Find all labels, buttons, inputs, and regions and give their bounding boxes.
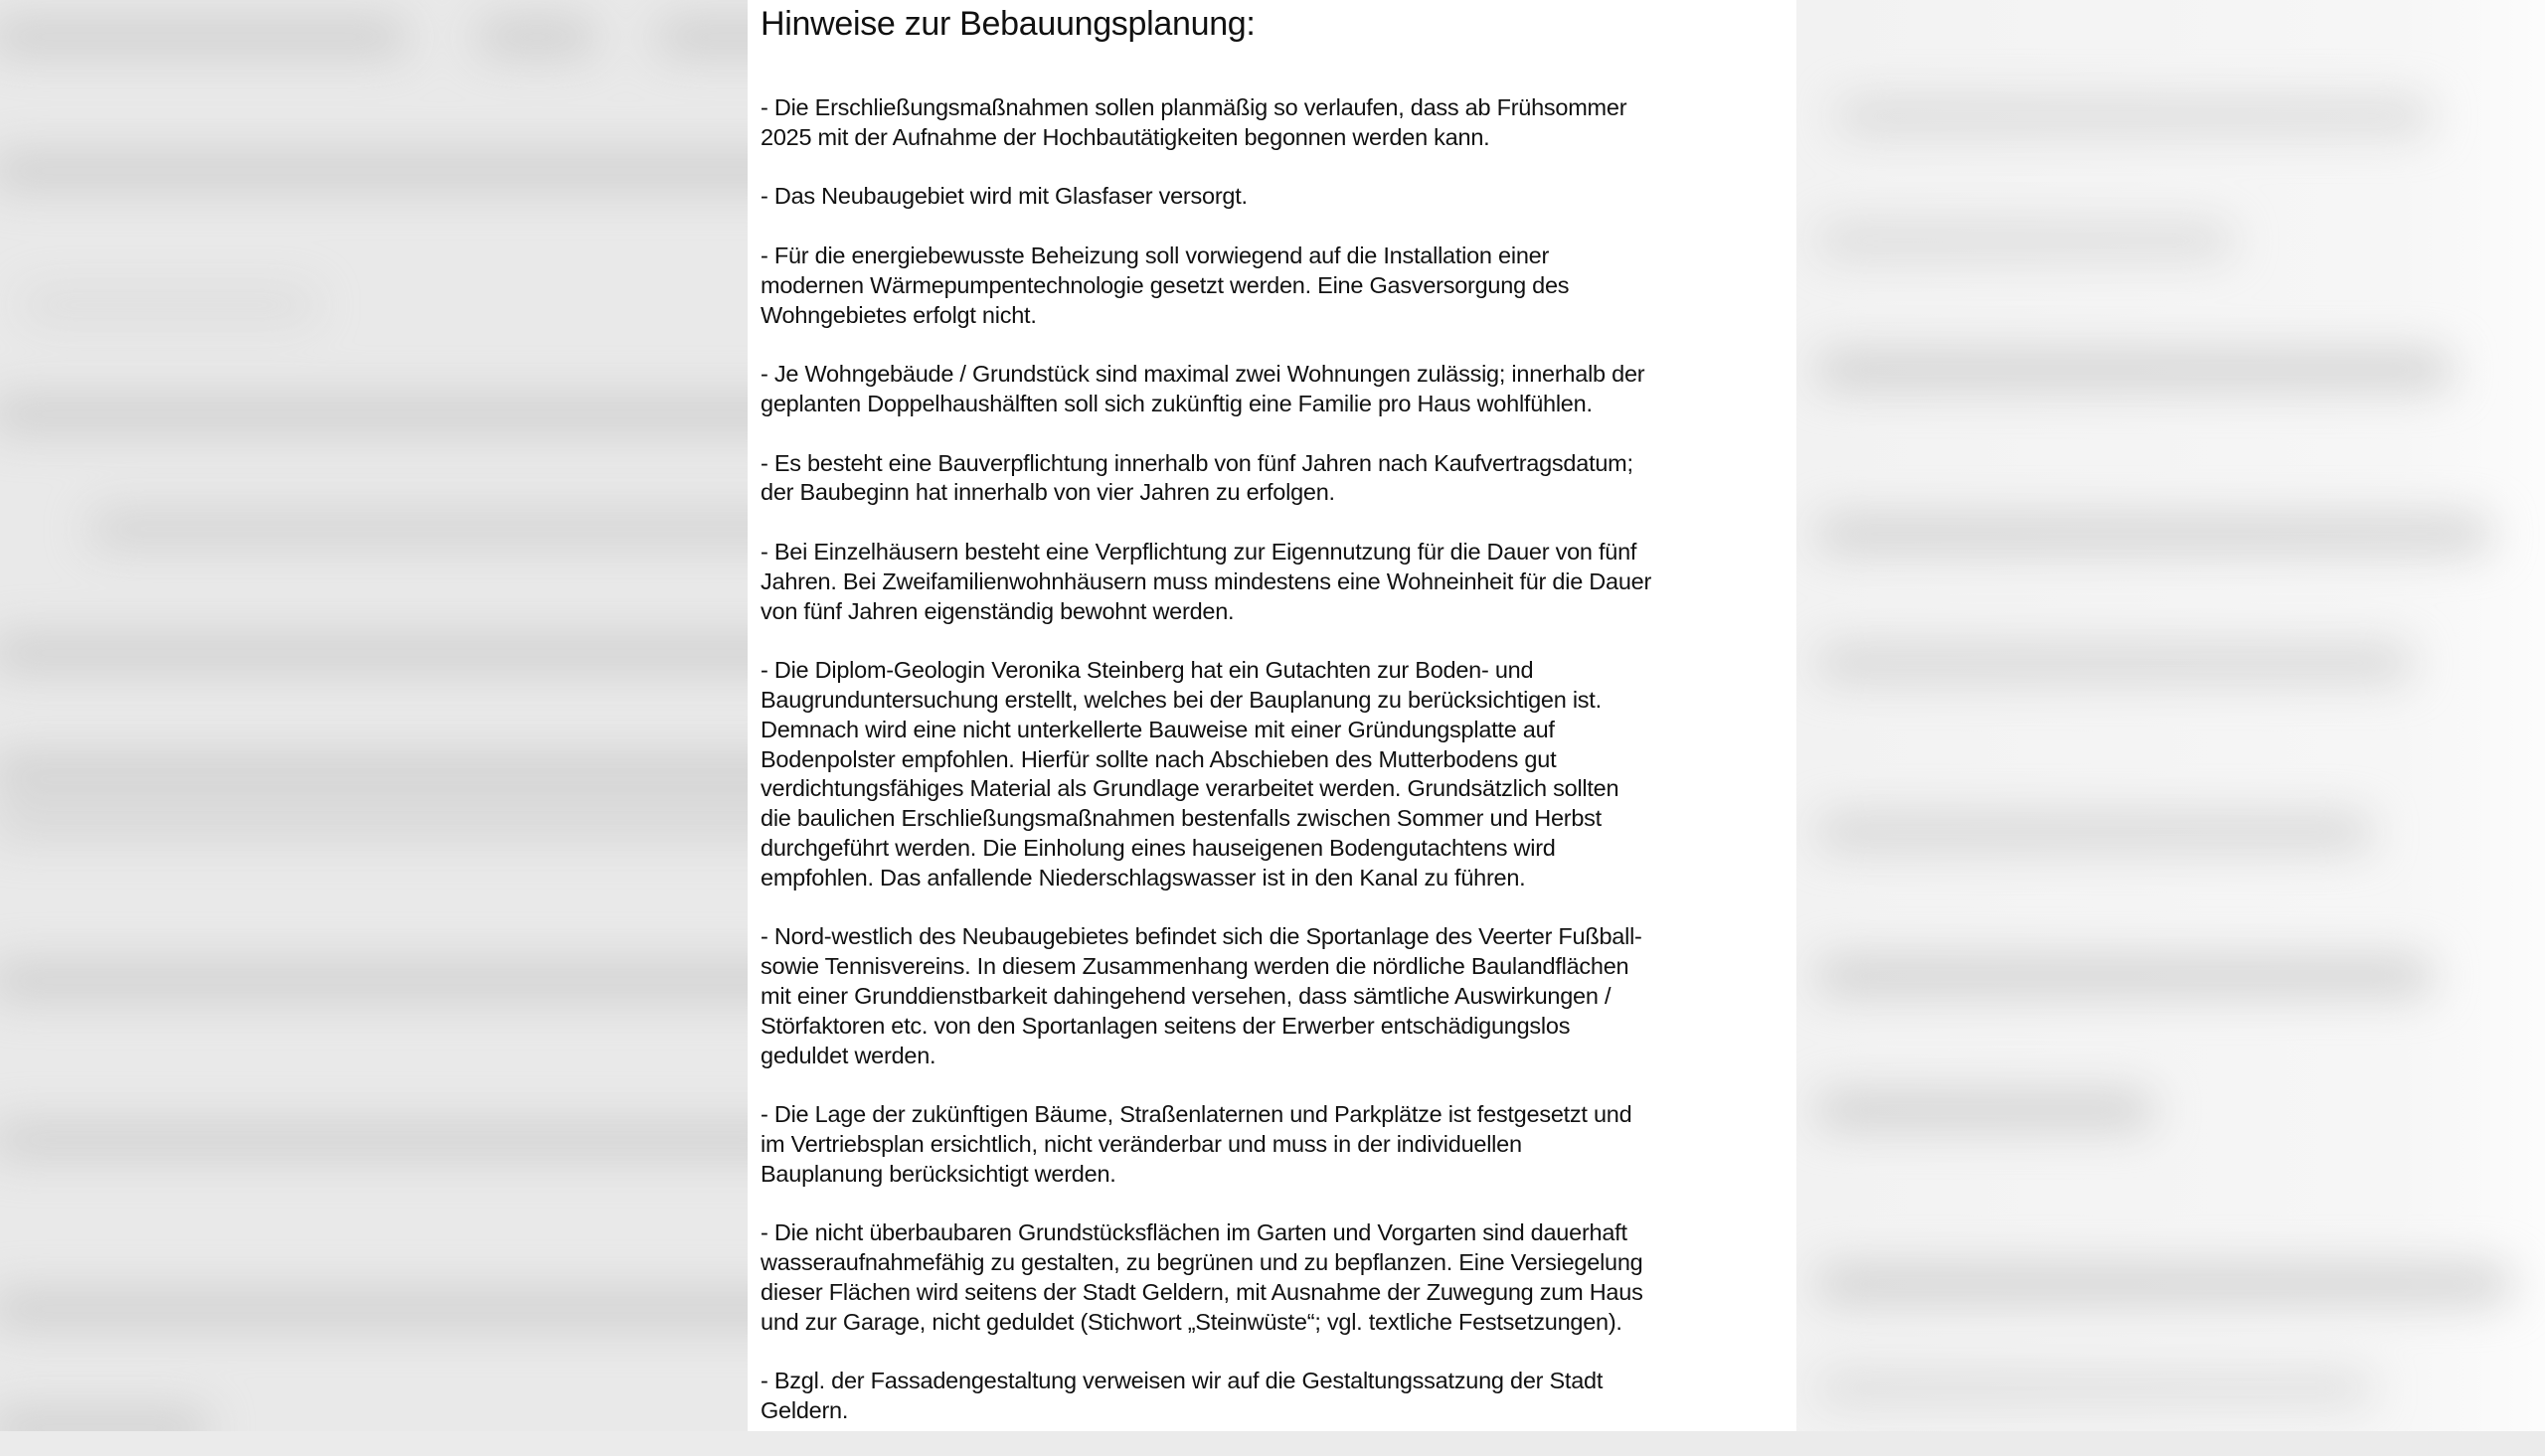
note-line: sowie Tennisvereins. In diesem Zusammenhang werden die nördliche Baulandflächen: [761, 953, 1629, 980]
note-line: Baugrunduntersuchung erstellt, welches bei der Bauplanung zu berücksichtigen ist.: [761, 686, 1602, 713]
blurred-text-bands: [1796, 0, 2545, 1431]
note-line: Bauplanung berücksichtigt werden.: [761, 1160, 1116, 1187]
page-title: Hinweise zur Bebauungsplanung:: [761, 5, 1256, 43]
document-panel: [748, 0, 1796, 1431]
note-line: die baulichen Erschließungsmaßnahmen bestenfalls zwischen Sommer und Herbst: [761, 805, 1602, 832]
note-line: - Bei Einzelhäusern besteht eine Verpflichtung zur Eigennutzung für die Dauer von fünf: [761, 538, 1637, 565]
note-line: durchgeführt werden. Die Einholung eines hauseigenen Bodengutachtens wird: [761, 834, 1556, 861]
blurred-text-bands: [0, 0, 748, 1431]
note-paragraph: [761, 1100, 1794, 1189]
note-line: Störfaktoren etc. von den Sportanlagen seitens der Erwerber entschädigungslos: [761, 1012, 1571, 1039]
note-line: und zur Garage, nicht geduldet (Stichwort „Steinwüste“; vgl. textliche Festsetzungen).: [761, 1308, 1622, 1335]
note-line: - Das Neubaugebiet wird mit Glasfaser versorgt.: [761, 183, 1248, 210]
note-paragraph: [761, 1218, 1794, 1337]
note-paragraph: [761, 922, 1794, 1070]
note-line: Demnach wird eine nicht unterkellerte Bauweise mit einer Gründungsplatte auf: [761, 716, 1555, 742]
note-paragraph: [761, 360, 1794, 419]
blurred-backdrop-right: [1796, 0, 2545, 1431]
note-line: mit einer Grunddienstbarkeit dahingehend versehen, dass sämtliche Auswirkungen /: [761, 982, 1612, 1009]
note-line: von fünf Jahren eigenständig bewohnt werden.: [761, 597, 1235, 624]
note-line: modernen Wärmepumpentechnologie gesetzt werden. Eine Gasversorgung des: [761, 271, 1570, 298]
note-line: geplanten Doppelhaushälften soll sich zukünftig eine Familie pro Haus wohlfühlen.: [761, 390, 1593, 416]
note-line: Bodenpolster empfohlen. Hierfür sollte nach Abschieben des Mutterbodens gut: [761, 745, 1557, 772]
note-line: - Für die energiebewusste Beheizung soll vorwiegend auf die Installation einer: [761, 242, 1550, 268]
note-line: 2025 mit der Aufnahme der Hochbautätigkeiten begonnen werden kann.: [761, 123, 1490, 150]
note-line: - Die Lage der zukünftigen Bäume, Straßenlaternen und Parkplätze ist festgesetzt und: [761, 1101, 1632, 1128]
note-paragraph: [761, 242, 1794, 330]
note-line: - Die nicht überbaubaren Grundstücksflächen im Garten und Vorgarten sind dauerhaft: [761, 1219, 1627, 1246]
note-paragraph: [761, 93, 1794, 153]
note-paragraph: [761, 182, 1794, 212]
note-line: im Vertriebsplan ersichtlich, nicht veränderbar und muss in der individuellen: [761, 1130, 1522, 1157]
note-line: - Die Erschließungsmaßnahmen sollen planmäßig so verlaufen, dass ab Frühsommer: [761, 94, 1627, 120]
note-line: empfohlen. Das anfallende Niederschlagswasser ist in den Kanal zu führen.: [761, 864, 1526, 890]
note-line: - Bzgl. der Fassadengestaltung verweisen wir auf die Gestaltungssatzung der Stadt: [761, 1368, 1604, 1394]
note-line: Geldern.: [761, 1397, 849, 1424]
blurred-backdrop-left: [0, 0, 748, 1431]
note-line: - Es besteht eine Bauverpflichtung innerhalb von fünf Jahren nach Kaufvertragsdatum;: [761, 449, 1633, 476]
note-paragraph: [761, 538, 1794, 626]
note-paragraph: [761, 449, 1794, 509]
note-line: verdichtungsfähiges Material als Grundlage verarbeitet werden. Grundsätzlich sollten: [761, 775, 1619, 802]
note-paragraph: [761, 656, 1794, 892]
notes-list: [761, 93, 1794, 1456]
note-paragraph: [761, 1367, 1794, 1426]
note-line: dieser Flächen wird seitens der Stadt Geldern, mit Ausnahme der Zuwegung zum Haus: [761, 1278, 1643, 1305]
note-line: - Nord-westlich des Neubaugebietes befindet sich die Sportanlage des Veerter Fußball-: [761, 923, 1642, 950]
note-line: Wohngebietes erfolgt nicht.: [761, 301, 1037, 328]
note-line: - Die Diplom-Geologin Veronika Steinberg hat ein Gutachten zur Boden- und: [761, 657, 1534, 684]
note-line: Jahren. Bei Zweifamilienwohnhäusern muss mindestens eine Wohneinheit für die Dauer: [761, 567, 1652, 594]
note-line: wasseraufnahmefähig zu gestalten, zu begrünen und zu bepflanzen. Eine Versiegelung: [761, 1249, 1643, 1276]
note-line: - Je Wohngebäude / Grundstück sind maximal zwei Wohnungen zulässig; innerhalb der: [761, 361, 1645, 388]
note-line: geduldet werden.: [761, 1042, 936, 1068]
note-line: der Baubeginn hat innerhalb von vier Jahren zu erfolgen.: [761, 479, 1335, 506]
